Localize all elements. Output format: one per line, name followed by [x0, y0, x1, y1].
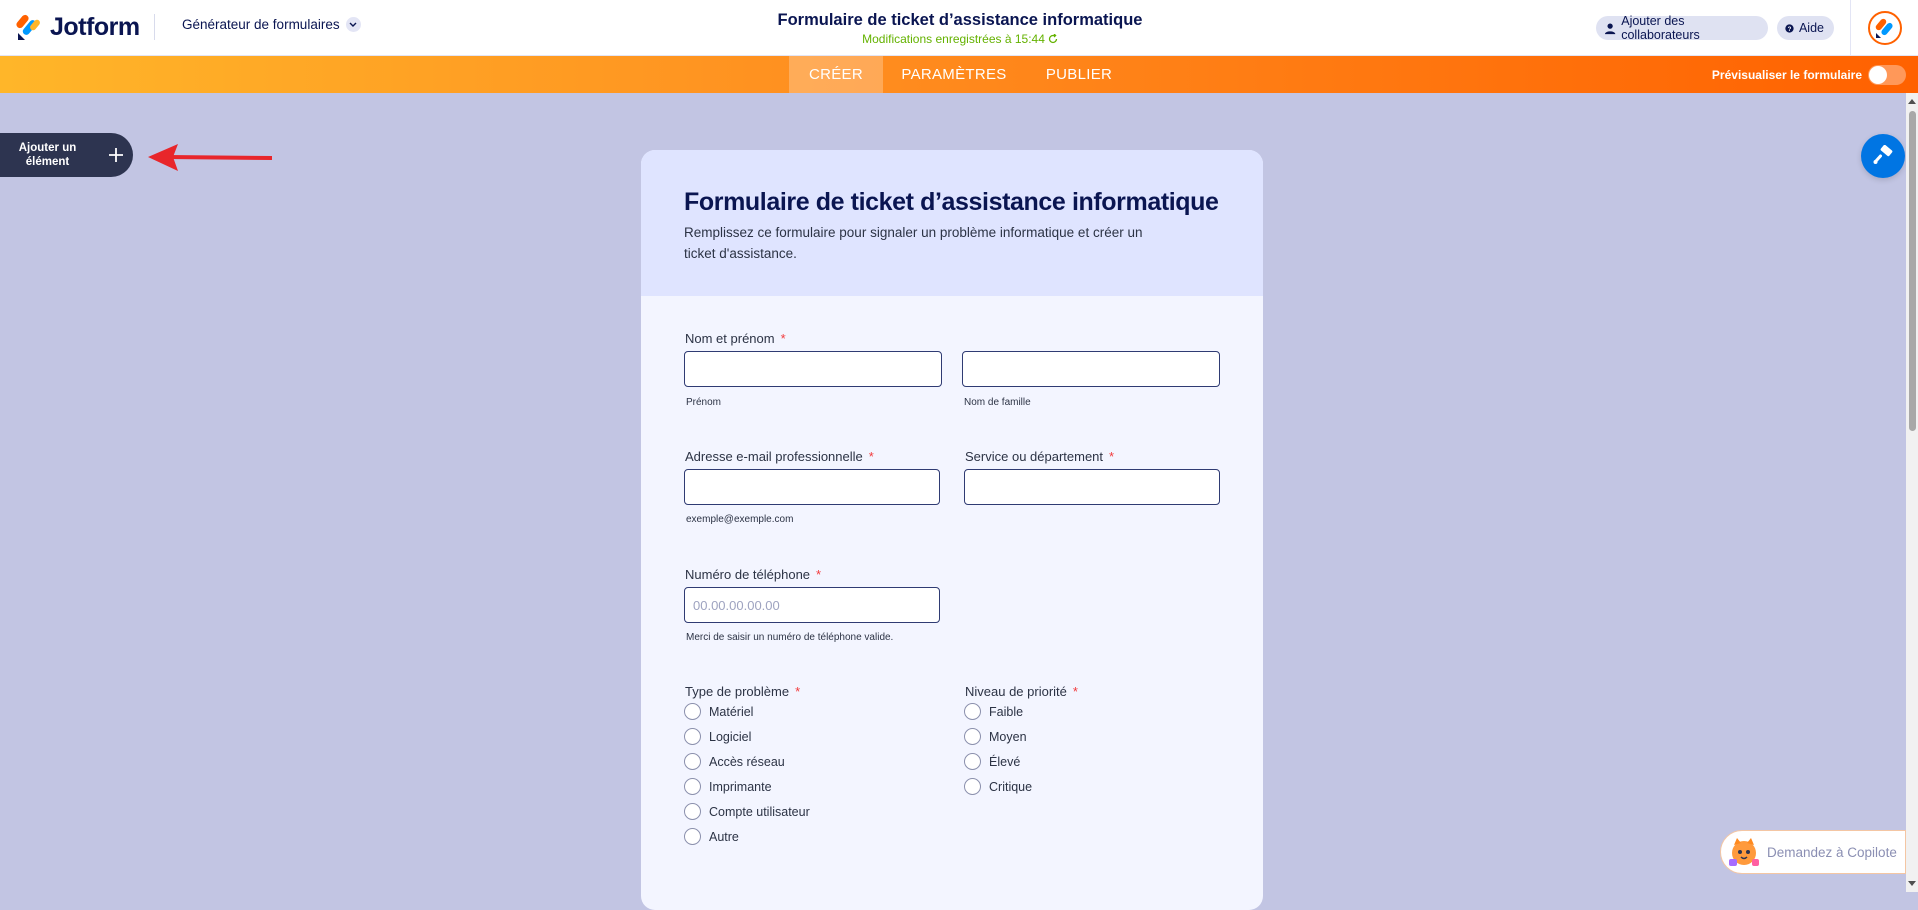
problem-type-option-label: Matériel [709, 704, 754, 719]
save-status [862, 31, 1058, 47]
name-field-label [685, 331, 786, 346]
priority-option-label: Faible [989, 704, 1024, 719]
priority-option[interactable] [964, 728, 1027, 745]
form-card [641, 150, 1263, 910]
first-name-sublabel: Prénom [686, 397, 722, 408]
problem-type-option-label: Imprimante [709, 779, 772, 794]
top-header [0, 0, 1918, 56]
header-title-block [660, 10, 1260, 48]
refresh-icon [1048, 34, 1058, 44]
jotform-avatar-icon [1874, 17, 1896, 39]
tab-create[interactable]: CRÉER [789, 56, 883, 93]
form-designer-button[interactable] [1861, 134, 1905, 178]
preview-form-toggle[interactable] [1868, 65, 1906, 85]
svg-text:?: ? [1787, 25, 1792, 33]
radio-button[interactable] [684, 728, 701, 745]
required-mark: * [816, 567, 822, 582]
name-field-label-text: Nom et prénom [685, 331, 775, 346]
last-name-input[interactable] [962, 351, 1220, 387]
add-element-label [0, 141, 95, 169]
builder-menu-dropdown[interactable] [182, 17, 361, 32]
add-collaborators-label: Ajouter des collaborateurs [1621, 14, 1700, 42]
department-field-label-text: Service ou département [965, 449, 1104, 464]
priority-option[interactable] [964, 753, 1020, 770]
form-header[interactable] [641, 150, 1263, 296]
phone-field-label-text: Numéro de téléphone [685, 567, 811, 582]
phone-input[interactable] [684, 587, 940, 623]
department-input[interactable] [964, 469, 1220, 505]
required-mark: * [868, 449, 874, 464]
add-element-button[interactable] [0, 133, 133, 177]
jotform-logo-icon [16, 13, 42, 41]
phone-field-label [685, 567, 821, 582]
annotation-arrow [146, 141, 272, 175]
help-button[interactable] [1777, 16, 1834, 40]
problem-type-option-label: Compte utilisateur [709, 804, 810, 819]
priority-option[interactable] [964, 778, 1032, 795]
help-label: Aide [1798, 21, 1824, 35]
department-field-label [965, 449, 1114, 464]
phone-sublabel: Merci de saisir un numéro de téléphone valide. [686, 632, 894, 643]
problem-type-option-label: Autre [709, 829, 739, 844]
builder-tab-bar [0, 56, 1918, 93]
preview-form-label: Prévisualiser le formulaire [1711, 68, 1862, 82]
scroll-up-arrow[interactable] [1908, 99, 1916, 104]
priority-field-label-text: Niveau de priorité [965, 684, 1067, 699]
required-mark: * [795, 684, 801, 699]
radio-button[interactable] [964, 778, 981, 795]
problem-type-field-label [685, 684, 800, 699]
priority-option-label: Élevé [989, 754, 1021, 769]
preview-form-control [1712, 65, 1906, 85]
user-icon [1604, 22, 1616, 35]
tab-publish[interactable]: PUBLIER [1045, 66, 1113, 83]
problem-type-option[interactable] [684, 753, 785, 770]
email-input[interactable] [684, 469, 940, 505]
radio-button[interactable] [684, 753, 701, 770]
radio-button[interactable] [684, 803, 701, 820]
radio-button[interactable] [964, 703, 981, 720]
copilot-label: Demandez à Copilote [1767, 844, 1897, 860]
scroll-down-arrow[interactable] [1908, 881, 1916, 886]
problem-type-option[interactable] [684, 828, 739, 845]
problem-type-option[interactable] [684, 803, 810, 820]
account-area [1850, 0, 1918, 56]
copilot-button[interactable] [1720, 830, 1906, 874]
header-divider [154, 14, 155, 40]
email-field-label-text: Adresse e-mail professionnelle [685, 449, 863, 464]
jotform-logo[interactable] [16, 12, 140, 42]
add-element-label-line1: Ajouter un [18, 142, 77, 154]
priority-option-label: Moyen [989, 729, 1027, 744]
first-name-input[interactable] [684, 351, 942, 387]
add-element-label-line2: élément [25, 156, 70, 168]
required-mark: * [1072, 684, 1078, 699]
brand-name: Jotform [50, 12, 140, 41]
builder-menu-label: Générateur de formulaires [182, 17, 340, 32]
form-title: Formulaire de ticket d’assistance informatique [684, 188, 1219, 216]
problem-type-option-label: Accès réseau [709, 754, 785, 769]
problem-type-option[interactable] [684, 703, 753, 720]
priority-option[interactable] [964, 703, 1023, 720]
required-mark: * [780, 331, 786, 346]
form-subtitle: Remplissez ce formulaire pour signaler un problème informatique et créer un ticket d'assistance. [684, 225, 1143, 261]
required-mark: * [1109, 449, 1115, 464]
priority-field-label [965, 684, 1078, 699]
problem-type-field-label-text: Type de problème [685, 684, 790, 699]
radio-button[interactable] [964, 753, 981, 770]
add-collaborators-button[interactable] [1596, 16, 1768, 40]
radio-button[interactable] [684, 778, 701, 795]
problem-type-option[interactable] [684, 728, 751, 745]
problem-type-option-label: Logiciel [709, 729, 752, 744]
help-icon [1785, 22, 1794, 35]
page-scrollbar[interactable] [1906, 93, 1918, 892]
radio-button[interactable] [964, 728, 981, 745]
tab-settings[interactable]: PARAMÈTRES [901, 66, 1007, 83]
chevron-down-icon [346, 17, 361, 32]
avatar[interactable] [1868, 11, 1902, 45]
email-field-label [685, 449, 874, 464]
scroll-thumb[interactable] [1909, 111, 1916, 431]
radio-button[interactable] [684, 828, 701, 845]
last-name-sublabel: Nom de famille [964, 397, 1031, 408]
save-status-text: Modifications enregistrées à 15:44 [862, 32, 1045, 46]
paint-roller-icon [1872, 145, 1894, 167]
priority-option-label: Critique [989, 779, 1033, 794]
form-name-title[interactable]: Formulaire de ticket d’assistance informatique [777, 11, 1143, 29]
email-sublabel: exemple@exemple.com [686, 514, 794, 525]
radio-button[interactable] [684, 703, 701, 720]
problem-type-option[interactable] [684, 778, 772, 795]
plus-icon [107, 146, 125, 164]
copilot-mascot-icon [1727, 835, 1761, 869]
